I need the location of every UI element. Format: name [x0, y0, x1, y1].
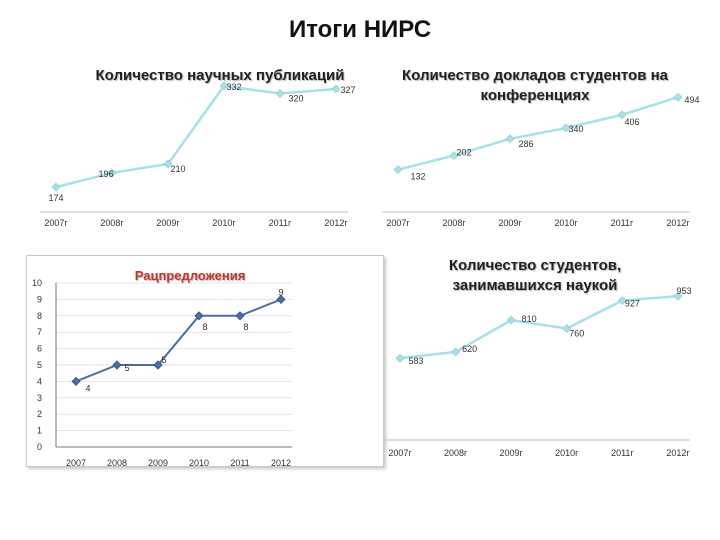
reports-x-tick: 2008г	[442, 218, 466, 228]
rationalization-y-tick: 3	[36, 392, 42, 403]
rationalization-x-tick: 2011	[230, 458, 250, 468]
reports-data-label: 494	[684, 95, 700, 106]
publications-x-tick: 2008г	[100, 218, 124, 228]
publications-point	[276, 90, 284, 98]
reports-data-label: 286	[518, 138, 534, 149]
rationalization-y-tick: 6	[36, 343, 42, 354]
rationalization-series-line	[76, 299, 281, 381]
publications-x-tick: 2010г	[212, 218, 236, 228]
reports-x-tick: 2012г	[666, 218, 690, 228]
reports-x-tick: 2011г	[610, 218, 634, 228]
publications-chart-title: Количество научных публикаций	[95, 67, 345, 84]
students-data-label: 810	[521, 314, 537, 325]
students-data-label: 953	[676, 286, 692, 297]
reports-chart-title: Количество докладов студентов на конференциях	[402, 67, 668, 104]
reports-x-tick: 2009г	[498, 218, 522, 228]
publications-data-label: 174	[48, 193, 64, 204]
publications-data-label: 210	[170, 163, 186, 174]
publications-x-tick: 2009г	[156, 218, 180, 228]
reports-data-label: 406	[624, 116, 640, 127]
reports-data-label: 132	[410, 171, 426, 182]
rationalization-x-tick: 2008	[106, 458, 128, 468]
rationalization-x-tick: 2012	[270, 458, 292, 468]
reports-point	[394, 166, 402, 174]
students-data-label: 927	[624, 298, 640, 309]
publications-data-label: 327	[340, 85, 356, 96]
rationalization-point	[72, 377, 80, 385]
publications-point	[332, 85, 340, 93]
reports-x-tick: 2010г	[554, 218, 578, 228]
page-title: Итоги НИРС	[288, 16, 432, 43]
students-x-tick: 2010г	[555, 448, 579, 458]
rationalization-x-tick: 2010	[188, 458, 210, 468]
rationalization-data-label: 4	[85, 383, 91, 394]
rationalization-point	[113, 361, 121, 369]
rationalization-data-label: 8	[243, 321, 249, 332]
publications-data-label: 196	[98, 168, 114, 179]
rationalization-x-tick: 2007	[65, 458, 87, 468]
students-data-label: 760	[569, 328, 585, 339]
rationalization-y-tick: 5	[36, 360, 42, 370]
rationalization-y-tick: 1	[36, 425, 42, 436]
rationalization-data-label: 5	[124, 363, 130, 373]
publications-data-label: 332	[226, 81, 242, 92]
students-x-tick: 2011г	[611, 448, 634, 458]
students-chart-title: Количество студентов, занимавшихся наукой	[448, 257, 622, 294]
rationalization-y-tick: 10	[31, 278, 42, 288]
rationalization-y-tick: 7	[36, 327, 42, 338]
rationalization-x-tick: 2009	[147, 458, 169, 468]
rationalization-y-tick: 4	[36, 376, 42, 387]
publications-x-tick: 2012г	[324, 218, 348, 228]
reports-data-label: 340	[568, 124, 584, 134]
students-data-label: 620	[462, 343, 478, 354]
students-data-label: 583	[408, 356, 424, 367]
publications-data-label: 320	[288, 93, 304, 104]
rationalization-data-label: 8	[202, 321, 208, 332]
publications-x-tick: 2007г	[44, 218, 68, 228]
rationalization-chart-title: Рацпредложения	[134, 268, 246, 283]
rationalization-data-label: 9	[278, 287, 284, 298]
rationalization-point	[236, 312, 244, 320]
students-x-tick: 2009г	[499, 448, 523, 458]
reports-series-line	[398, 97, 678, 169]
students-x-tick: 2012г	[666, 448, 690, 458]
publications-point	[52, 183, 60, 191]
publications-x-tick: 2011г	[268, 218, 292, 228]
students-x-tick: 2008г	[443, 448, 468, 458]
rationalization-y-tick: 8	[36, 310, 42, 321]
reports-point	[506, 135, 514, 143]
rationalization-data-label: 5	[161, 355, 167, 365]
reports-data-label: 202	[456, 147, 472, 158]
reports-x-tick: 2007г	[386, 218, 410, 228]
students-x-tick: 2007г	[388, 448, 412, 458]
rationalization-y-tick: 0	[36, 442, 42, 452]
rationalization-y-tick: 2	[36, 409, 42, 420]
students-point	[396, 354, 404, 362]
rationalization-y-tick: 9	[36, 294, 42, 305]
